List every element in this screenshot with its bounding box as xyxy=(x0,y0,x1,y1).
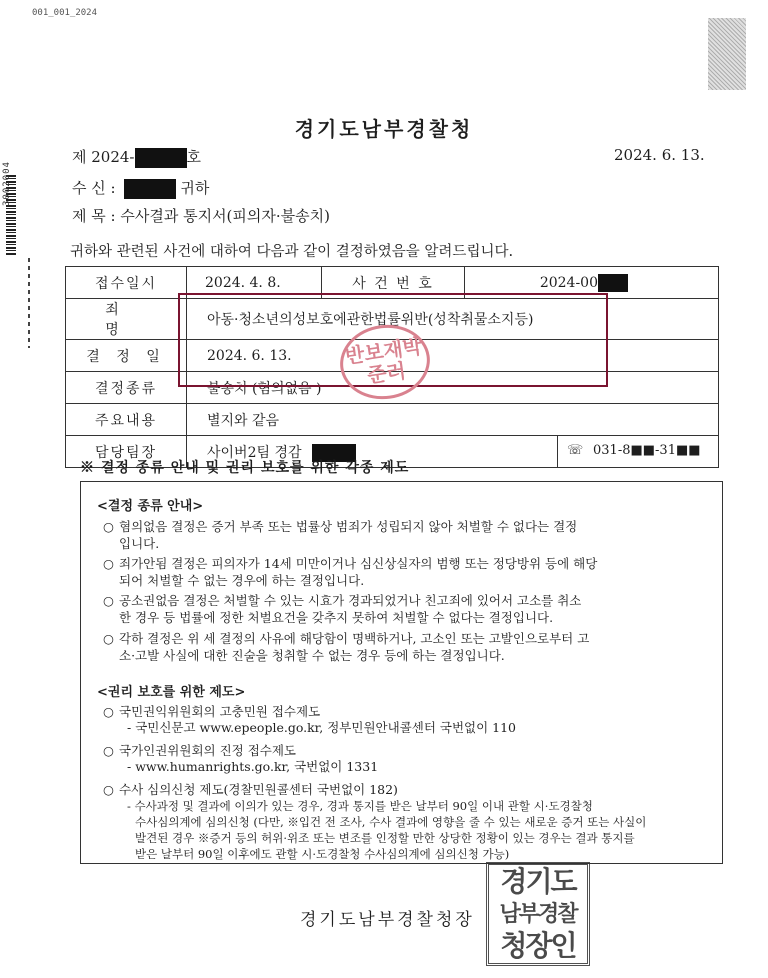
official-seal xyxy=(486,862,590,966)
received-date-label: 접수일시 xyxy=(66,267,187,299)
team-label: 담당팀장 xyxy=(66,436,187,468)
line: 소·고발 사실에 대한 진술을 청취할 수 없는 경우 등에 하는 결정입니다. xyxy=(119,648,505,663)
seal-line: 청장인 xyxy=(500,929,576,962)
bullet: ○ xyxy=(103,556,114,571)
line: 되어 처벌할 수 없는 경우에 하는 결정입니다. xyxy=(119,573,365,588)
redaction xyxy=(124,179,176,199)
charge-label: 죄 명 xyxy=(66,299,187,340)
subject-text: 수사결과 통지서(피의자·불송치) xyxy=(120,207,330,225)
issuer-name: 경기도남부경찰청장 xyxy=(300,910,475,930)
decision-types-heading: <결정 종류 안내> xyxy=(97,499,204,514)
recipient-suffix: 귀하 xyxy=(180,179,210,197)
phone-icon: ☏ xyxy=(567,443,584,458)
rights-item-detail: - 수사과정 및 결과에 이의가 있는 경우, 경과 통지를 받은 날부터 90일 이내 관할 시·도경찰청 xyxy=(127,799,593,813)
decision-date-label: 결 정 일 xyxy=(66,340,187,372)
decision-date: 2024. 6. 13. xyxy=(187,340,719,372)
rights-item-detail: - www.humanrights.go.kr, 국번없이 1331 xyxy=(127,759,379,774)
main-content-label: 주요내용 xyxy=(66,404,187,436)
seal-line: 남부경찰 xyxy=(499,901,577,927)
decision-item xyxy=(103,592,703,626)
line: 혐의없음 결정은 증거 부족 또는 법률상 범죄가 성립되지 않아 처벌할 수 없다는 결정 xyxy=(119,519,578,534)
rights-item xyxy=(103,742,703,775)
doc-date: 2024. 6. 13. xyxy=(614,146,705,164)
main-content: 별지와 같음 xyxy=(187,404,719,436)
line: 죄가안됨 결정은 피의자가 14세 미만이거나 심신상실자의 범행 또는 정당방위 등에 해당 xyxy=(119,556,598,571)
seal-line: 경기도 xyxy=(500,865,576,898)
rights-item-title: 국가인권위원회의 진정 접수제도 xyxy=(119,743,296,758)
line: 각하 결정은 위 세 결정의 사유에 해당함이 명백하거나, 고소인 또는 고발인으로부터 고 xyxy=(119,631,590,646)
recipient-label: 수 신 : xyxy=(72,179,116,197)
rights-item xyxy=(103,781,703,862)
doc-number xyxy=(72,146,201,168)
bullet: ○ xyxy=(103,631,114,646)
agency-title: 경기도남부경찰청 xyxy=(294,117,474,141)
bullet: ○ xyxy=(103,704,114,719)
redaction xyxy=(135,148,187,168)
bullet: ○ xyxy=(103,782,114,797)
subject xyxy=(72,205,330,226)
margin-marks xyxy=(28,258,30,348)
recipient xyxy=(72,177,209,199)
doc-number-prefix: 제 2024- xyxy=(72,148,135,166)
line: 공소권없음 결정은 처벌할 수 있는 시효가 경과되었거나 친고죄에 있어서 고소를 취소 xyxy=(119,593,582,608)
rights-heading: <권리 보호를 위한 제도> xyxy=(97,685,246,700)
case-no-prefix: 2024-00 xyxy=(539,274,598,291)
side-code: 3002004 xyxy=(2,161,12,206)
received-date: 2024. 4. 8. xyxy=(187,267,322,299)
bullet: ○ xyxy=(103,743,114,758)
rights-item xyxy=(103,703,703,736)
rights-item-title: 수사 심의신청 제도(경찰민원콜센터 국번없이 182) xyxy=(119,782,398,797)
line: 입니다. xyxy=(119,536,160,551)
rights-item-detail: 발견된 경우 ※증거 등의 허위·위조 또는 변조를 인정할 만한 상당한 정황이 있는 경우는 결과 통지를 xyxy=(135,831,635,845)
team: 사이버2팀 경감 xyxy=(207,444,302,461)
rights-item-detail: 수사심의계에 심의신청 (다만, ※입건 전 조사, 수사 결과에 영향을 줄 수 있는 새로운 증거 또는 사실이 xyxy=(135,815,647,829)
notice-box xyxy=(80,481,723,864)
case-no-label: 사 건 번 호 xyxy=(322,267,465,299)
decision-item xyxy=(103,630,703,664)
rights-item-detail: 받은 날부터 90일 이후에도 관할 시·도경찰청 수사심의계에 심의신청 가능) xyxy=(135,847,510,861)
subject-label: 제 목 : xyxy=(72,207,116,225)
scan-corner-mark xyxy=(708,18,746,90)
bullet: ○ xyxy=(103,593,114,608)
decision-type-label: 결정종류 xyxy=(66,372,187,404)
doc-number-suffix: 호 xyxy=(186,148,202,166)
rights-item-title: 국민권익위원회의 고충민원 접수제도 xyxy=(119,704,321,719)
rights-item-detail: - 국민신문고 www.epeople.go.kr, 정부민원안내콜센터 국번없이 110 xyxy=(127,720,517,735)
notice-section-title: ※ 결정 종류 안내 및 권리 보호를 위한 각종 제도 xyxy=(80,460,410,476)
line: 한 경우 등 법률에 정한 처벌요건을 갖추지 못하여 처벌할 수 없다는 결정입니다. xyxy=(119,610,554,625)
phone-number: 031-8■■-31■■ xyxy=(593,443,701,458)
file-code: 001_001_2024 xyxy=(32,8,98,18)
redaction xyxy=(598,274,628,292)
intro-text: 귀하와 관련된 사건에 대하여 다음과 같이 결정하였음을 알려드립니다. xyxy=(70,244,514,260)
decision-item xyxy=(103,518,703,552)
charge: 아동·청소년의성보호에관한법률위반(성착취물소지등) xyxy=(187,299,719,340)
red-seal: 반보재박준러 xyxy=(335,319,434,405)
bullet: ○ xyxy=(103,519,114,534)
decision-item xyxy=(103,555,703,589)
decision-type: 불송치 (혐의없음 ) xyxy=(187,372,719,404)
